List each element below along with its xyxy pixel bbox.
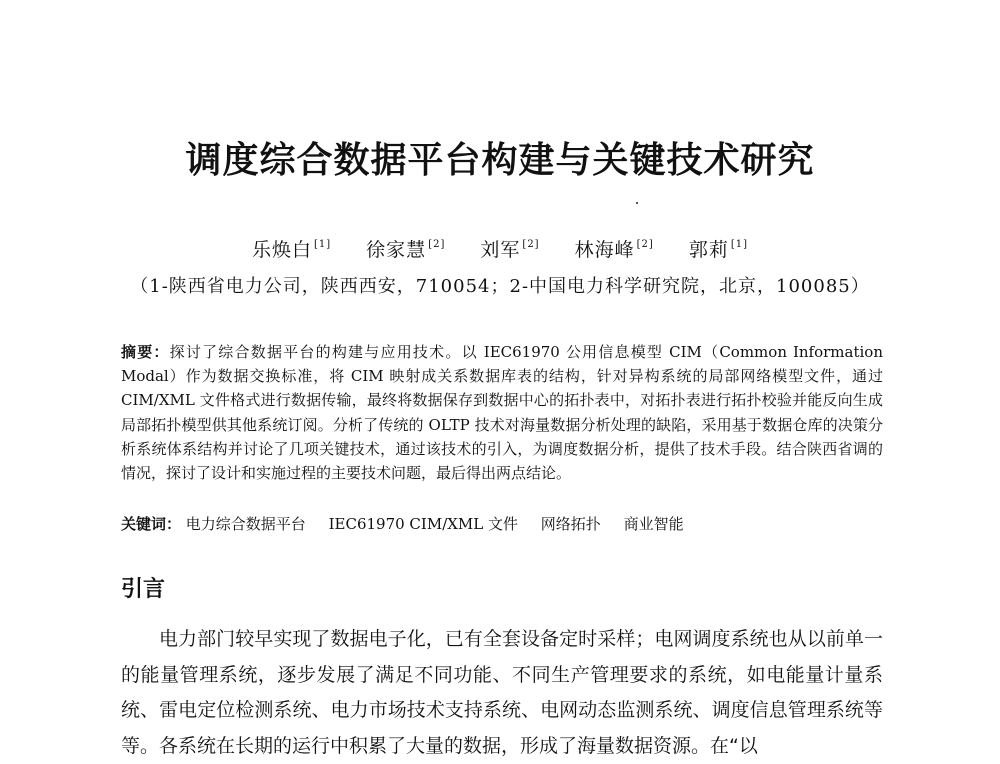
author-5 (689, 235, 748, 262)
author-1 (252, 235, 331, 262)
author-affiliation-mark: [2] (522, 239, 540, 250)
author-4 (575, 235, 654, 262)
keyword: IEC61970 CIM/XML 文件 (328, 515, 519, 533)
abstract-text: 探讨了综合数据平台的构建与应用技术。以 IEC61970 公用信息模型 CIM（Common Information Modal）作为数据交换标准，将 CIM 映射成关系数据库表的结构，针对异构系统的局部网络模型文件，通过 CIM/XML 文件格式进行数据传输，最终将数据保存到数据中心的拓扑表中，对拓扑表进行拓扑校验并能反向生成局部拓扑模型供其他系统订阅。分析了传统的 OLTP 技术对海量数据分析处理的缺陷，采用基于数据仓库的决策分析系统体系结构并讨论了几项关键技术，通过该技术的引入，为调度数据分析，提供了技术手段。结合陕西省调的情况，探讨了设计和实施过程的主要技术问题，最后得出两点结论。 (121, 343, 883, 483)
stray-dot (636, 202, 638, 204)
keyword: 商业智能 (623, 515, 684, 533)
author-affiliation-mark: [1] (313, 239, 332, 250)
abstract-label: 摘要： (121, 343, 170, 361)
abstract (121, 340, 883, 485)
paper-title: 调度综合数据平台构建与关键技术研究 (185, 140, 815, 181)
author-affiliation-mark: [2] (636, 239, 654, 250)
affiliations: （1-陕西省电力公司，陕西西安，710054；2-中国电力科学研究院，北京，100085） (130, 276, 870, 297)
body-paragraph: 电力部门较早实现了数据电子化，已有全套设备定时采样；电网调度系统也从以前单一的能量管理系统，逐步发展了满足不同功能、不同生产管理要求的系统，如电能量计量系统、雷电定位检测系统、电力市场技术支持系统、电网动态监测系统、调度信息管理系统等等。各系统在长期的运行中积累了大量的数据，形成了海量数据资源。在“以 (121, 628, 883, 757)
author-2 (366, 235, 445, 262)
keywords-label: 关键词： (121, 515, 182, 533)
keyword: 网络拓扑 (540, 515, 601, 533)
keyword: 电力综合数据平台 (185, 515, 306, 533)
author-affiliation-mark: [2] (428, 239, 446, 250)
author-3 (480, 235, 539, 262)
author-name: 刘军 (480, 239, 521, 261)
author-name: 郭莉 (688, 239, 729, 261)
author-name: 徐家慧 (366, 239, 427, 261)
keywords (121, 512, 883, 536)
section-heading: 引言 (121, 577, 166, 602)
author-affiliation-mark: [1] (730, 239, 749, 250)
author-name: 林海峰 (574, 239, 635, 261)
author-list (0, 235, 1000, 262)
author-name: 乐焕白 (251, 239, 312, 261)
